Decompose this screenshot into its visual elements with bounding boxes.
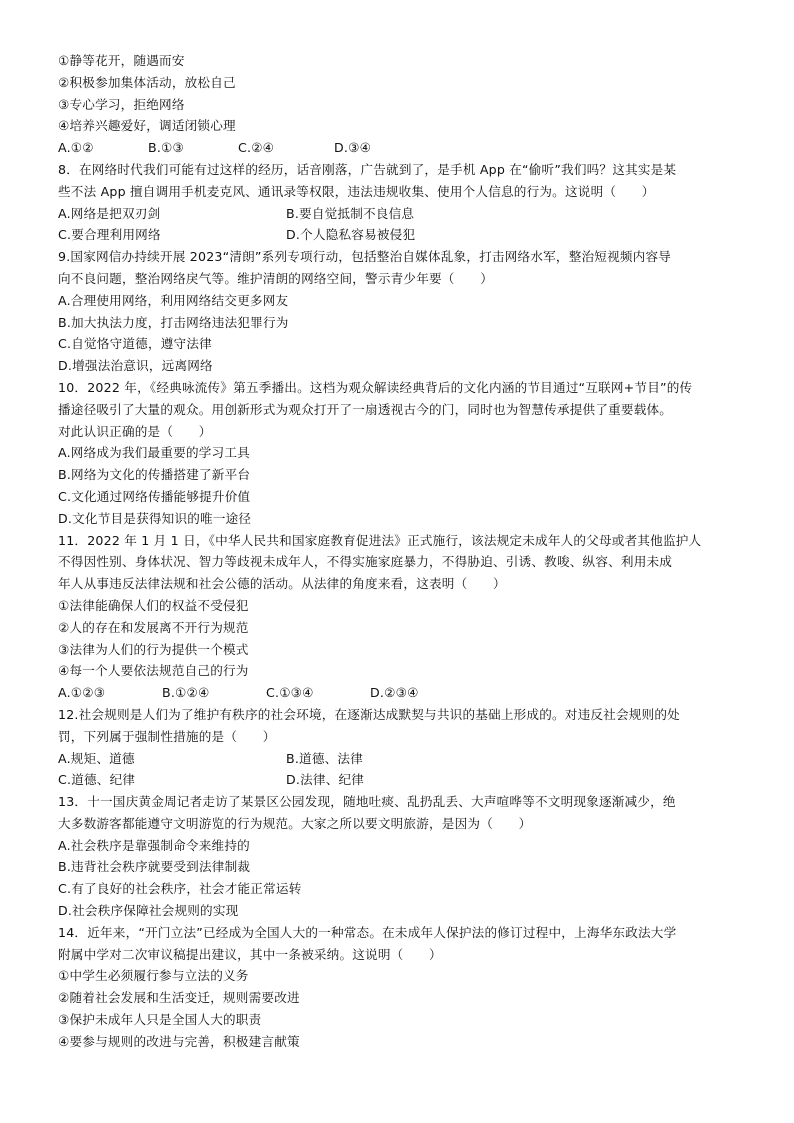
statement-item: ③法律为人们的行为提供一个模式 bbox=[58, 641, 249, 657]
question-stem: 11．2022 年 1 月 1 日，《中华人民共和国家庭教育促进法》正式施行，该法规定未成年人的父母或者其他监护人 bbox=[58, 532, 702, 548]
choice-row bbox=[58, 224, 744, 246]
question-10 bbox=[58, 377, 744, 530]
question-stem: 大多数游客都能遵守文明游览的行为规范。大家之所以要文明旅游，是因为（ ） bbox=[58, 815, 532, 831]
statement-item: ④要参与规则的改进与完善，积极建言献策 bbox=[58, 1033, 300, 1049]
choice-b[interactable]: B.要自觉抵制不良信息 bbox=[286, 205, 415, 221]
statement-item: ①中学生必须履行参与立法的义务 bbox=[58, 968, 249, 984]
choice-row bbox=[58, 682, 744, 704]
statement-item: ②积极参加集体活动，放松自己 bbox=[58, 74, 236, 90]
statement-item: ③专心学习，拒绝网络 bbox=[58, 96, 185, 112]
statement-item: ④每一个人要依法规范自己的行为 bbox=[58, 663, 249, 679]
question-14 bbox=[58, 922, 744, 1053]
choice-d[interactable]: D.法律、纪律 bbox=[286, 772, 365, 788]
choice-d[interactable]: D.③④ bbox=[334, 140, 372, 156]
question-stem: 对此认识正确的是（ ） bbox=[58, 423, 212, 439]
choice-c[interactable]: C.道德、纪律 bbox=[58, 772, 136, 788]
choice-a[interactable]: A.网络是把双刃剑 bbox=[58, 205, 161, 221]
statement-item: ③保护未成年人只是全国人大的职责 bbox=[58, 1012, 262, 1028]
question-stem: 播途径吸引了大量的观众。用创新形式为观众打开了一扇透视古今的门，同时也为智慧传承提供了重要载体。 bbox=[58, 401, 673, 417]
choice-a[interactable]: A.规矩、道德 bbox=[58, 750, 135, 766]
choice-d[interactable]: D.增强法治意识，远离网络 bbox=[58, 358, 213, 374]
question-stem: 年人从事违反法律法规和社会公德的活动。从法律的角度来看，这表明（ ） bbox=[58, 576, 506, 592]
choice-row bbox=[58, 748, 744, 770]
question-8 bbox=[58, 159, 744, 246]
choice-d[interactable]: D.社会秩序保障社会规则的实现 bbox=[58, 903, 239, 919]
choice-row bbox=[58, 769, 744, 791]
statement-item: ②随着社会发展和生活变迁，规则需要改进 bbox=[58, 990, 300, 1006]
choice-a[interactable]: A.①② bbox=[58, 140, 94, 156]
question-stem: 些不法 App 擅自调用手机麦克风、通讯录等权限，违法违规收集、使用个人信息的行为。这说明（ ） bbox=[58, 183, 655, 199]
statement-item: ④培养兴趣爱好，调适闭锁心理 bbox=[58, 118, 236, 134]
question-stem: 13．十一国庆黄金周记者走访了某景区公园发现，随地吐痰、乱扔乱丢、大声喧哗等不文明现象逐渐减少，绝 bbox=[58, 794, 676, 810]
choice-a[interactable]: A.社会秩序是靠强制命令来维持的 bbox=[58, 837, 250, 853]
choice-b[interactable]: B.道德、法律 bbox=[286, 750, 364, 766]
question-13 bbox=[58, 791, 744, 922]
question-9 bbox=[58, 246, 744, 377]
question-stem: 14．近年来，“开门立法”已经成为全国人大的一种常态。在未成年人保护法的修订过程中，上海华东政法大学 bbox=[58, 924, 677, 940]
question-11 bbox=[58, 530, 744, 704]
choice-b[interactable]: B.加大执法力度，打击网络违法犯罪行为 bbox=[58, 314, 289, 330]
choice-d[interactable]: D.文化节目是获得知识的唯一途径 bbox=[58, 510, 252, 526]
question-stem: 12.社会规则是人们为了维护有秩序的社会环境，在逐渐达成默契与共识的基础上形成的。对违反社会规则的处 bbox=[58, 706, 680, 722]
statement-item: ②人的存在和发展离不开行为规范 bbox=[58, 619, 249, 635]
choice-b[interactable]: B.①③ bbox=[148, 140, 185, 156]
choice-c[interactable]: C.有了良好的社会秩序，社会才能正常运转 bbox=[58, 881, 302, 897]
choice-b[interactable]: B.①②④ bbox=[162, 685, 210, 701]
statement-item: ①法律能确保人们的权益不受侵犯 bbox=[58, 597, 249, 613]
choice-c[interactable]: C.文化通过网络传播能够提升价值 bbox=[58, 488, 251, 504]
question-stem: 附属中学对二次审议稿提出建议，其中一条被采纳。这说明（ ） bbox=[58, 946, 442, 962]
choice-c[interactable]: C.①③④ bbox=[266, 685, 314, 701]
question-stem: 罚，下列属于强制性措施的是（ ） bbox=[58, 728, 276, 744]
choice-d[interactable]: D.个人隐私容易被侵犯 bbox=[286, 227, 416, 243]
question-stem: 不得因性别、身体状况、智力等歧视未成年人，不得实施家庭暴力，不得胁迫、引诱、教唆、纵容、利用未成 bbox=[58, 554, 673, 570]
statement-item: ①静等花开，随遇而安 bbox=[58, 53, 185, 68]
question-stem: 10．2022 年，《经典咏流传》第五季播出。这档为观众解读经典背后的文化内涵的节目通过“互联网+节目”的传 bbox=[58, 379, 693, 395]
question-7 bbox=[58, 50, 744, 159]
question-12 bbox=[58, 704, 744, 791]
choice-c[interactable]: C.自觉恪守道德，遵守法律 bbox=[58, 336, 212, 352]
choice-b[interactable]: B.违背社会秩序就要受到法律制裁 bbox=[58, 859, 251, 875]
choice-d[interactable]: D.②③④ bbox=[370, 685, 419, 701]
choice-row bbox=[58, 203, 744, 225]
choice-a[interactable]: A.网络成为我们最重要的学习工具 bbox=[58, 445, 250, 461]
choice-a[interactable]: A.①②③ bbox=[58, 685, 106, 701]
question-stem: 9.国家网信办持续开展 2023“清朗”系列专项行动，包括整治自媒体乱象，打击网络水军，整治短视频内容导 bbox=[58, 249, 672, 265]
choice-c[interactable]: C.②④ bbox=[238, 140, 275, 156]
question-stem: 向不良问题，整治网络戾气等。维护清朗的网络空间，警示青少年要（ ） bbox=[58, 270, 493, 286]
question-stem: 8．在网络时代我们可能有过这样的经历，话音刚落，广告就到了，是手机 App 在“偷听”我们吗？这其实是某 bbox=[58, 161, 677, 177]
choice-a[interactable]: A.合理使用网络，利用网络结交更多网友 bbox=[58, 292, 289, 308]
exam-page bbox=[58, 50, 744, 1053]
choice-b[interactable]: B.网络为文化的传播搭建了新平台 bbox=[58, 467, 251, 483]
choice-c[interactable]: C.要合理利用网络 bbox=[58, 227, 161, 243]
choice-row bbox=[58, 137, 744, 159]
